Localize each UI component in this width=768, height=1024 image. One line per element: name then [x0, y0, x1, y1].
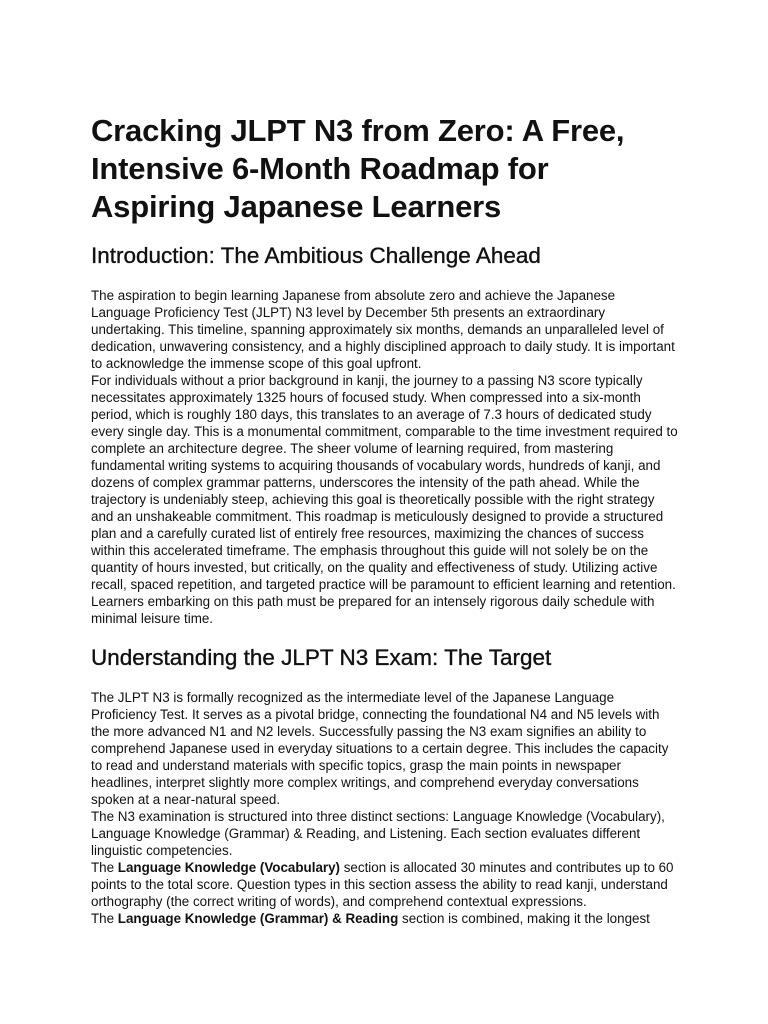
grammar-prefix: The — [91, 911, 118, 926]
exam-paragraph-1: The JLPT N3 is formally recognized as the intermediate level of the Japanese Language Proficiency Test. It serves as a pivotal bridge, connecting the foundational N4 and N5 levels with the more advanced N1 and N2 levels. Successfully passing the N3 exam signifies an ability to comprehend Japanese used in everyday situations to a certain degree. This includes the capacity to read and understand materials with specific topics, grasp the main points in newspaper headlines, interpret slightly more complex writings, and comprehend everyday conversations spoken at a near-natural speed. — [91, 690, 669, 807]
section-heading-introduction: Introduction: The Ambitious Challenge Ahead — [91, 243, 541, 268]
intro-paragraph-2: For individuals without a prior background in kanji, the journey to a passing N3 score typically necessitates approximately 1325 hours of focused study. When compressed into a six-month period, which is roughly 180 days, this translates to an average of 7.3 hours of dedicated study every single day. This is a monumental commitment, comparable to the time investment required to complete an architecture degree. The sheer volume of learning required, from mastering fundamental writing systems to acquiring thousands of vocabulary words, hundreds of kanji, and dozens of complex grammar patterns, underscores the intensity of the path ahead. While the trajectory is undeniably steep, achieving this goal is theoretically possible with the right strategy and an unshakeable commitment. This roadmap is meticulously designed to provide a structured plan and a carefully curated list of entirely free resources, maximizing the chances of success within this accelerated timeframe. The emphasis throughout this guide will not solely be on the quantity of hours invested, but critically, on the quality and effectiveness of study. Utilizing active recall, spaced repetition, and targeted practice will be paramount to efficient learning and retention. Learners embarking on this path must be prepared for an intensely rigorous daily schedule with minimal leisure time. — [91, 373, 678, 626]
grammar-reading-section-paragraph — [91, 910, 678, 927]
vocabulary-description: section is allocated 30 minutes and contributes up to 60 points to the total score. Question types in this section assess the ability to read kanji, understand orthography (the correct writing of words), and comprehend contextual expressions. — [91, 860, 674, 909]
vocabulary-section-name: Language Knowledge (Vocabulary) — [117, 860, 341, 875]
vocabulary-prefix: The — [91, 860, 118, 875]
document-title: Cracking JLPT N3 from Zero: A Free, Intensive 6-Month Roadmap for Aspiring Japanese Learners — [91, 113, 625, 224]
exam-paragraph-2: The N3 examination is structured into three distinct sections: Language Knowledge (Vocabulary), Language Knowledge (Grammar) & Reading, and Listening. Each section evaluates different linguistic competencies. — [91, 809, 665, 858]
vocabulary-section-paragraph — [91, 859, 678, 910]
section-heading-exam: Understanding the JLPT N3 Exam: The Target — [91, 645, 552, 670]
grammar-description: section is combined, making it the longest — [398, 911, 650, 926]
grammar-reading-section-name: Language Knowledge (Grammar) & Reading — [117, 911, 399, 926]
intro-paragraph-1: The aspiration to begin learning Japanese from absolute zero and achieve the Japanese Language Proficiency Test (JLPT) N3 level by December 5th presents an extraordinary undertaking. This timeline, spanning approximately six months, demands an unparalleled level of dedication, unwavering consistency, and a highly disciplined approach to daily study. It is important to acknowledge the immense scope of this goal upfront. — [91, 288, 675, 371]
